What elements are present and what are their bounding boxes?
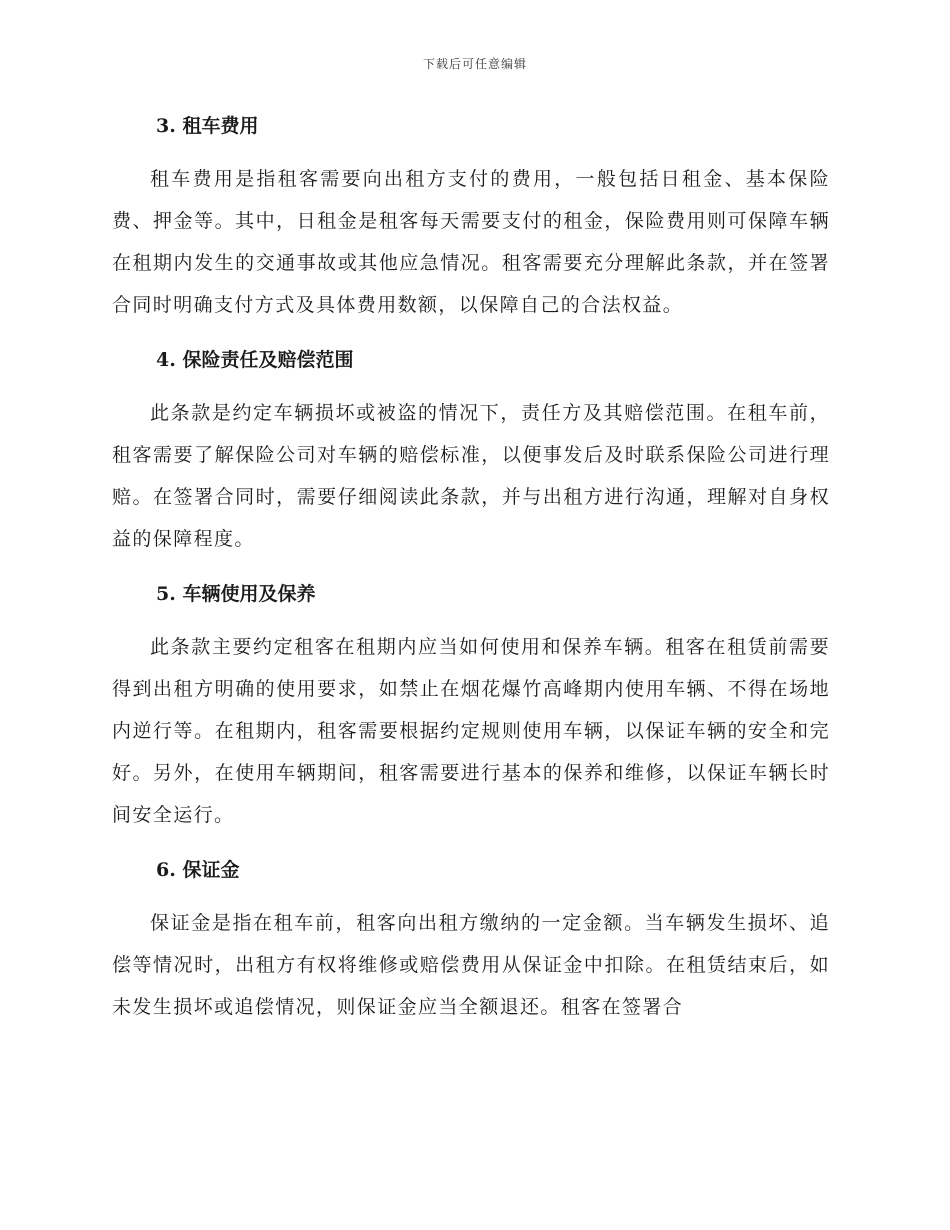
page-header: 下载后可任意编辑 [422,57,527,71]
section-title: 3. 租车费用 [156,115,259,137]
section-paragraph: 此条款是约定车辆损坏或被盗的情况下，责任方及其赔偿范围。在租车前，租客需要了解保险公司对车辆的赔偿标准，以便事发后及时联系保险公司进行理赔。在签署合同时，需要仔细阅读此条款，并与出租方进行沟通，理解对自身权益的保障程度。 [112,402,830,550]
section-vehicle-use [112,576,830,836]
section-paragraph: 租车费用是指租客需要向出租方支付的费用，一般包括日租金、基本保险费、押金等。其中，日租金是租客每天需要支付的租金，保险费用则可保障车辆在租期内发生的交通事故或其他应急情况。租客需要充分理解此条款，并在签署合同时明确支付方式及具体费用数额，以保障自己的合法权益。 [112,168,830,316]
section-paragraph: 此条款主要约定租客在租期内应当如何使用和保养车辆。租客在租赁前需要得到出租方明确的使用要求，如禁止在烟花爆竹高峰期内使用车辆、不得在场地内逆行等。在租期内，租客需要根据约定规则使用车辆，以保证车辆的安全和完好。另外，在使用车辆期间，租客需要进行基本的保养和维修，以保证车辆长时间安全运行。 [112,636,830,826]
document-body [112,108,830,1044]
section-insurance-liability [112,342,830,560]
section-title: 4. 保险责任及赔偿范围 [156,349,354,371]
section-paragraph: 保证金是指在租车前，租客向出租方缴纳的一定金额。当车辆发生损坏、追偿等情况时，出租方有权将维修或赔偿费用从保证金中扣除。在租赁结束后，如未发生损坏或追偿情况，则保证金应当全额退还。租客在签署合 [112,912,830,1018]
section-deposit [112,852,830,1028]
section-rental-fees [112,108,830,326]
section-title: 6. 保证金 [156,859,240,881]
section-title: 5. 车辆使用及保养 [156,583,316,605]
